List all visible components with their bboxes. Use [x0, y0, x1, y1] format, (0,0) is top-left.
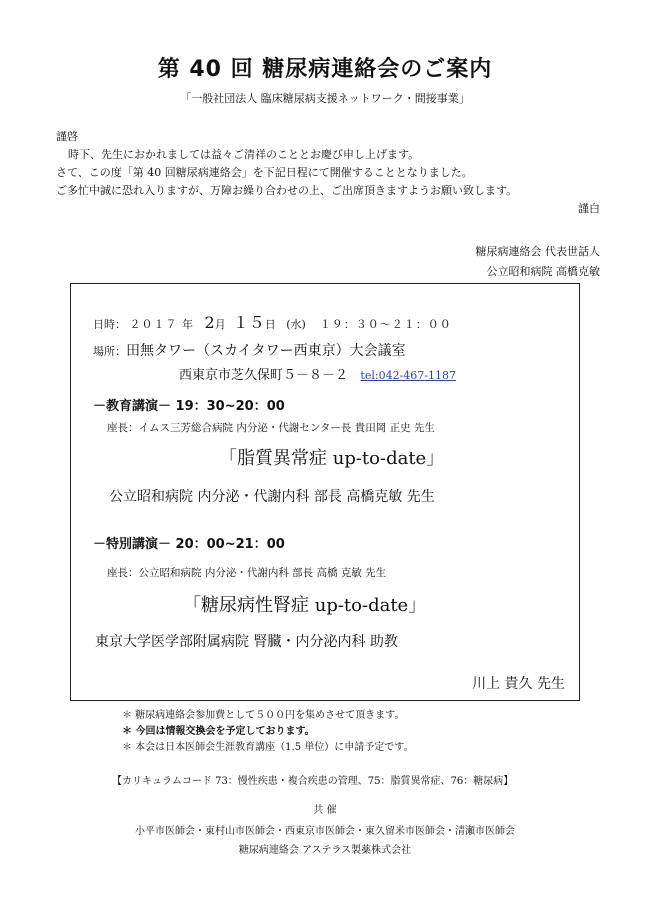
- closing: 謹白: [578, 202, 600, 215]
- sponsors-line-1: 小平市医師会・東村山市医師会・西東京市医師会・東久留米市医師会・清瀬市医師会: [135, 826, 515, 837]
- event-datetime: [93, 310, 452, 333]
- lecture1-speaker: 公立昭和病院 内分泌・代謝内科 部長 高橋克敏 先生: [109, 489, 435, 505]
- lecture2-speaker-name: 川上 貴久 先生: [472, 676, 565, 692]
- lecture1-title: 「脂質異常症 up-to-date」: [219, 448, 445, 469]
- event-year: ２０１７ 年: [129, 318, 194, 331]
- event-day: １５: [232, 313, 265, 332]
- page-title: 第 40 回 糖尿病連絡会のご案内: [157, 57, 493, 82]
- letter-line-1: 時下、先生におかれましては益々ご清祥のこととお慶び申し上げます。: [68, 148, 420, 161]
- lecture2-speaker-affiliation: 東京大学医学部附属病院 腎臓・内分泌内科 助教: [95, 634, 398, 650]
- address-text: 西東京市芝久保町５－８－２: [179, 368, 349, 383]
- venue-name: 田無タワー（スカイタワー西東京）大会議室: [126, 343, 406, 359]
- event-weekday: (水): [286, 318, 306, 331]
- tel-link[interactable]: tel:042-467-1187: [360, 369, 456, 382]
- datetime-label: 日時：: [93, 318, 126, 331]
- lecture1-heading: －教育講演－ 19：30~20：00: [93, 399, 285, 414]
- letter-line-2: さて、この度「第 40 回糖尿病連絡会」を下記日程にて開催することとなりました。: [56, 166, 473, 179]
- note-credit: ＊ 本会は日本医師会生涯教育講座（1.5 単位）に申請予定です。: [122, 742, 414, 753]
- event-day-unit: 日: [264, 318, 276, 331]
- event-time: １９：３０～２１：００: [319, 318, 452, 331]
- lecture2-heading: －特別講演－ 20：00~21：00: [93, 537, 285, 552]
- sender-title: 糖尿病連絡会 代表世話人: [475, 245, 600, 258]
- event-month: 2: [204, 313, 215, 332]
- sponsors-line-2: 糖尿病連絡会 アステラス製薬株式会社: [238, 845, 412, 856]
- curriculum-code: 【カリキュラムコード 73：慢性疾患・複合疾患の管理、75：脂質異常症、76：糖尿病】: [112, 776, 514, 787]
- sponsors-heading: 共 催: [313, 805, 337, 816]
- venue-label: 場所：: [93, 345, 126, 358]
- lecture2-title: 「糖尿病性腎症 up-to-date」: [183, 595, 427, 616]
- event-month-unit: 月: [214, 318, 226, 331]
- note-exchange: ＊ 今回は情報交換会を予定しております。: [122, 726, 315, 737]
- event-details-box: [70, 283, 580, 701]
- page-subtitle: 「一般社団法人 臨床糖尿病支援ネットワーク・間接事業」: [180, 92, 470, 105]
- lecture1-chair: 座長：イムス三芳総合病院 内分泌・代謝センター長 貴田岡 正史 先生: [107, 422, 435, 434]
- event-venue: [93, 340, 406, 360]
- note-fee: ＊ 糖尿病連絡会参加費として５００円を集めさせて頂きます。: [122, 710, 405, 721]
- greeting: 謹啓: [56, 130, 78, 143]
- event-address: [179, 364, 456, 383]
- lecture2-chair: 座長：公立昭和病院 内分泌・代謝内科 部長 高橋 克敏 先生: [107, 567, 387, 579]
- sender-name: 公立昭和病院 高橋克敏: [486, 265, 600, 278]
- letter-line-3: ご多忙中誠に恐れ入りますが、万障お繰り合わせの上、ご出席頂きますようお願い致します。: [56, 184, 518, 197]
